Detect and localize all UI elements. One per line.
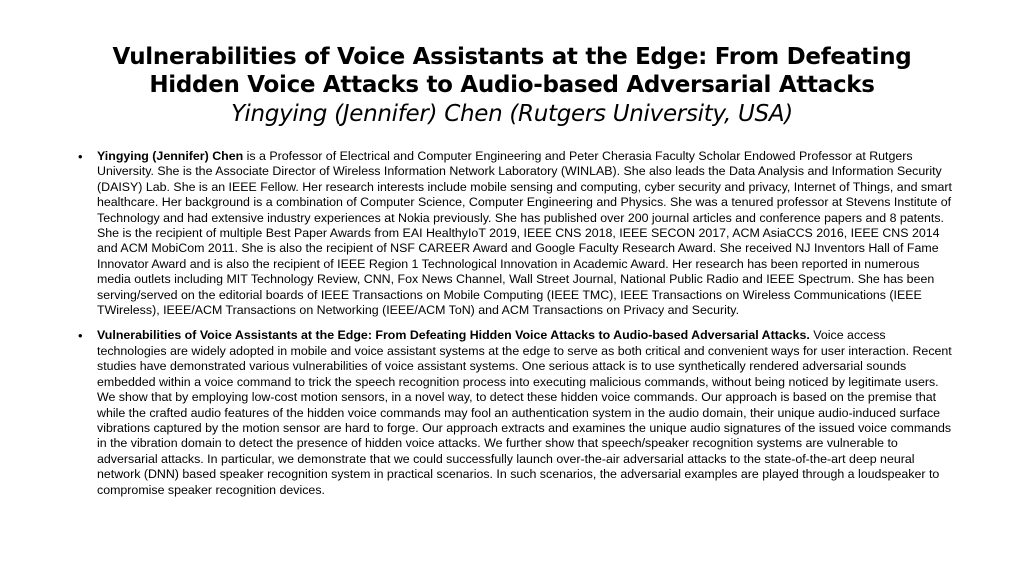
abstract-title: Vulnerabilities of Voice Assistants at the Edge: From Defeating Hidden Voice Attacks to Audio-based Adversarial Attacks. bbox=[97, 328, 810, 343]
slide-title-line-2: Hidden Voice Attacks to Audio-based Adversarial Attacks bbox=[149, 72, 875, 98]
bullet-dot-icon: • bbox=[78, 149, 83, 164]
bio-name: Yingying (Jennifer) Chen bbox=[97, 149, 244, 163]
bio-text: is a Professor of Electrical and Computer Engineering and Peter Cherasia Faculty Scholar Endowed Professor at Rutgers University. She is the Associate Director of Wireless Information Network Laboratory (WINLAB). She also leads the Data Analysis and Information Security (DAISY) Lab. She is an IEEE Fellow. Her research interests include mobile sensing and computing, cyber security and privacy, Internet of Things, and smart healthcare. Her background is a combination of Computer Science, Computer Engineering and Physics. She was a tenured professor at Stevens Institute of Technology and had extensive industry experiences at Nokia previously. She has published over 200 journal articles and conference papers and 8 patents. She is the recipient of multiple Best Paper Awards from EAI HealthyIoT 2019, IEEE CNS 2018, IEEE SECON 2017, ACM AsiaCCS 2016, IEEE CNS 2014 and ACM MobiCom 2011. She is also the recipient of NSF CAREER Award and Google Faculty Research Award. She received NJ Inventors Hall of Fame Innovator Award and is also the recipient of IEEE Region 1 Technological Innovation in Academic Award. Her research has been reported in numerous media outlets including MIT Technology Review, CNN, Fox News Channel, Wall Street Journal, National Public Radio and IEEE Spectrum. She has been serving/served on the editorial boards of IEEE Transactions on Mobile Computing (IEEE TMC), IEEE Transactions on Wireless Communications (IEEE TWireless), IEEE/ACM Transactions on Networking (IEEE/ACM ToN) and ACM Transactions on Privacy and Security. bbox=[97, 149, 952, 318]
abstract-text: Voice access technologies are widely adopted in mobile and voice assistant systems at the edge to serve as both critical and convenient ways for user interaction. Recent studies have demonstrated various vulnerabilities of voice assistant systems. One serious attack is to use synthetically rendered adversarial sounds embedded within a voice command to trick the speech recognition process into executing malicious commands, without being noticed by legitimate users. We show that by employing low-cost motion sensors, in a novel way, to detect these hidden voice commands. Our approach is based on the premise that while the crafted audio features of the hidden voice commands may fool an authentication system in the audio domain, their unique audio-induced surface vibrations captured by the motion sensor are hard to forge. Our approach extracts and examines the unique audio signatures of the issued voice commands in the vibration domain to detect the presence of hidden voice attacks. We further show that speech/speaker recognition systems are vulnerable to adversarial attacks. In particular, we demonstrate that we could successfully launch over-the-air adversarial attacks to the state-of-the-art deep neural network (DNN) based speaker recognition system in practical scenarios. In such scenarios, the adversarial examples are played through a loudspeaker to compromise speaker recognition devices. bbox=[97, 328, 952, 497]
slide-title-line-1: Vulnerabilities of Voice Assistants at the Edge: From Defeating bbox=[112, 44, 912, 70]
slide-title-block bbox=[60, 43, 964, 129]
bullet-item-abstract bbox=[75, 328, 955, 497]
slide-subtitle: Yingying (Jennifer) Chen (Rutgers University, USA) bbox=[231, 101, 793, 127]
bullet-item-bio bbox=[75, 149, 955, 318]
bullet-dot-icon: • bbox=[78, 328, 83, 344]
bullet-list bbox=[75, 149, 955, 508]
